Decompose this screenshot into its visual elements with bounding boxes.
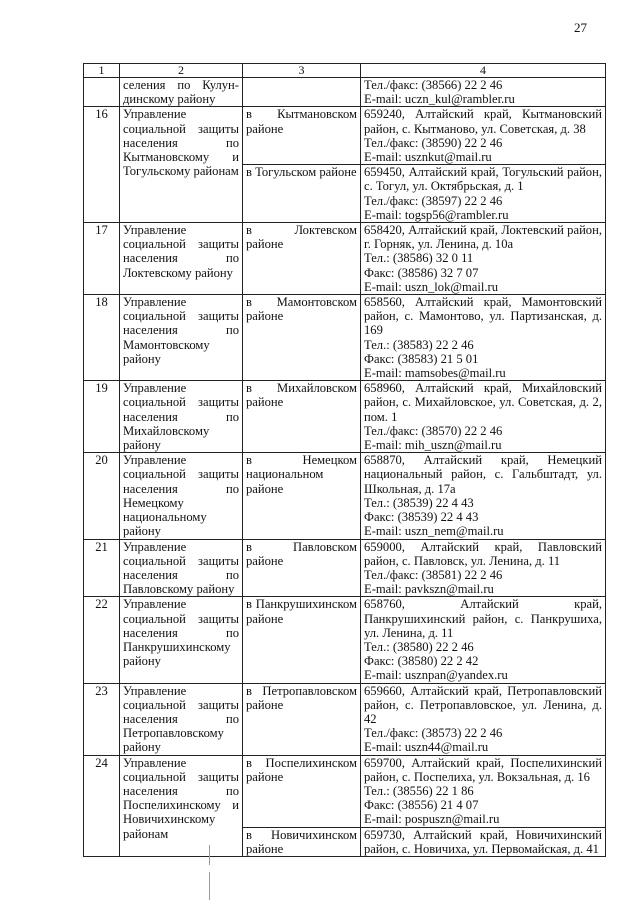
district-name: в Поспелихинском районе	[243, 755, 361, 827]
district-name	[243, 78, 361, 107]
agency-name: Управление социальной защиты населения по Кытмановскому и Тогульскому районам	[120, 107, 243, 223]
contact-details	[361, 755, 606, 827]
district-name: в Новичихинском районе	[243, 827, 361, 856]
postal-address: 658420, Алтайский край, Локтевский район, г. Горняк, ул. Ленина, д. 10а	[364, 223, 602, 252]
page-number: 27	[574, 20, 587, 35]
contact-details	[361, 597, 606, 683]
district-name: в Тогульском районе	[243, 165, 361, 223]
scan-artifact-line	[209, 845, 210, 865]
postal-address: 658560, Алтайский край, Мамонтовский район, с. Мамонтово, ул. Партизанская, д. 169	[364, 295, 602, 338]
email-line: E-mail: usznpan@yandex.ru	[364, 668, 508, 683]
email-line: E-mail: uczn_kul@rambler.ru	[364, 92, 515, 107]
email-line: E-mail: uszn44@mail.ru	[364, 740, 489, 755]
contact-details	[361, 381, 606, 453]
postal-address: 659730, Алтайский край, Новичихинский район, с. Новичиха, ул. Первомайская, д. 41	[364, 827, 602, 856]
phone-line: Тел./факс: (38570) 22 2 46	[364, 423, 503, 438]
district-name: в Панкрушихинском районе	[243, 597, 361, 683]
registry-table-body	[84, 64, 606, 857]
table-row	[84, 597, 606, 683]
district-name: в Мамонтовском районе	[243, 295, 361, 381]
row-number: 17	[84, 223, 120, 295]
contact-details	[361, 683, 606, 755]
postal-address: 658760, Алтайский край, Панкрушихинский район, с. Панкрушиха, ул. Ленина, д. 11	[364, 597, 602, 640]
email-line: E-mail: usznkut@mail.ru	[364, 150, 492, 165]
row-number: 20	[84, 453, 120, 539]
table-row	[84, 295, 606, 381]
contact-details	[361, 107, 606, 165]
contact-details	[361, 539, 606, 597]
contact-details	[361, 165, 606, 223]
district-name: в Локтевском районе	[243, 223, 361, 295]
column-number-1: 1	[84, 64, 120, 78]
agency-name: Управление социальной защиты населения по Поспелихинскому и Новичихинскому районам	[120, 755, 243, 856]
row-number: 19	[84, 381, 120, 453]
postal-address: 659700, Алтайский край, Поспелихинский район, с. Поспелиха, ул. Вокзальная, д. 16	[364, 755, 602, 784]
registry-table	[83, 63, 606, 857]
contact-details	[361, 223, 606, 295]
postal-address: 659660, Алтайский край, Петропавловский район, с. Петропавловское, ул. Ленина, д. 42	[364, 683, 602, 726]
phone-line: Тел./факс: (38573) 22 2 46	[364, 726, 503, 741]
email-line: E-mail: pavkszn@mail.ru	[364, 582, 494, 597]
phone-line: Факс: (38586) 32 7 07	[364, 265, 479, 280]
postal-address: 658870, Алтайский край, Немецкий национальный район, с. Гальбштадт, ул. Школьная, д. 17а	[364, 453, 602, 496]
table-row	[84, 78, 606, 107]
table-row	[84, 381, 606, 453]
phone-line: Тел./факс: (38597) 22 2 46	[364, 193, 503, 208]
column-number-3: 3	[243, 64, 361, 78]
agency-name: Управление социальной защиты населения по Павловскому району	[120, 539, 243, 597]
district-name: в Петропавловском районе	[243, 683, 361, 755]
email-line: E-mail: uszn_lok@mail.ru	[364, 279, 499, 294]
column-number-4: 4	[361, 64, 606, 78]
postal-address: Тел./факс: (38566) 22 2 46	[364, 78, 503, 92]
agency-name: Управление социальной защиты населения по Панкрушихинскому району	[120, 597, 243, 683]
email-line: E-mail: mamsobes@mail.ru	[364, 366, 506, 381]
phone-line: Тел./факс: (38581) 22 2 46	[364, 567, 503, 582]
phone-line: Факс: (38583) 21 5 01	[364, 351, 479, 366]
phone-line: Тел.: (38539) 22 4 43	[364, 495, 474, 510]
district-name: в Павловском районе	[243, 539, 361, 597]
row-number: 21	[84, 539, 120, 597]
agency-name: Управление социальной защиты населения по Петропавловскому району	[120, 683, 243, 755]
column-number-2: 2	[120, 64, 243, 78]
contact-details	[361, 78, 606, 107]
table-row	[84, 453, 606, 539]
phone-line: Факс: (38580) 22 2 42	[364, 654, 479, 669]
district-name: в Кытмановском районе	[243, 107, 361, 165]
district-name: в Немецком национальном районе	[243, 453, 361, 539]
row-number: 24	[84, 755, 120, 856]
agency-name: Управление социальной защиты населения по Локтевскому району	[120, 223, 243, 295]
postal-address: 658960, Алтайский край, Михайловский район, с. Михайловское, ул. Советская, д. 2, пом. 1	[364, 381, 602, 424]
phone-line: Факс: (38539) 22 4 43	[364, 510, 479, 525]
email-line: E-mail: uszn_nem@mail.ru	[364, 524, 504, 539]
agency-name: Управление социальной защиты населения по Михайловскому району	[120, 381, 243, 453]
phone-line: Тел.: (38580) 22 2 46	[364, 639, 474, 654]
row-number: 23	[84, 683, 120, 755]
email-line: E-mail: mih_uszn@mail.ru	[364, 438, 502, 453]
agency-name: Управление социальной защиты населения по Мамонтовскому району	[120, 295, 243, 381]
row-number	[84, 78, 120, 107]
phone-line: Тел./факс: (38590) 22 2 46	[364, 135, 503, 150]
table-row	[84, 223, 606, 295]
email-line: E-mail: pospuszn@mail.ru	[364, 812, 500, 827]
table-row	[84, 755, 606, 827]
phone-line: Тел.: (38583) 22 2 46	[364, 337, 474, 352]
agency-name: Управление социальной защиты населения по Немецкому национальному району	[120, 453, 243, 539]
phone-line: Тел.: (38556) 22 1 86	[364, 783, 474, 798]
row-number: 16	[84, 107, 120, 223]
email-line: E-mail: togsp56@rambler.ru	[364, 207, 509, 222]
postal-address: 659000, Алтайский край, Павловский район, с. Павловск, ул. Ленина, д. 11	[364, 539, 602, 568]
contact-details	[361, 827, 606, 856]
phone-line: Факс: (38556) 21 4 07	[364, 798, 479, 813]
agency-name: селения по Кулун-динскому району	[120, 78, 243, 107]
contact-details	[361, 295, 606, 381]
postal-address: 659450, Алтайский край, Тогульский район, с. Тогул, ул. Октябрьская, д. 1	[364, 165, 602, 194]
table-row	[84, 539, 606, 597]
column-number-row	[84, 64, 606, 78]
phone-line: Тел.: (38586) 32 0 11	[364, 251, 474, 266]
row-number: 18	[84, 295, 120, 381]
district-name: в Михайловском районе	[243, 381, 361, 453]
table-row	[84, 683, 606, 755]
contact-details	[361, 453, 606, 539]
row-number: 22	[84, 597, 120, 683]
scan-artifact-line	[209, 872, 210, 900]
postal-address: 659240, Алтайский край, Кытмановский район, с. Кытманово, ул. Советская, д. 38	[364, 107, 602, 136]
table-row	[84, 107, 606, 165]
